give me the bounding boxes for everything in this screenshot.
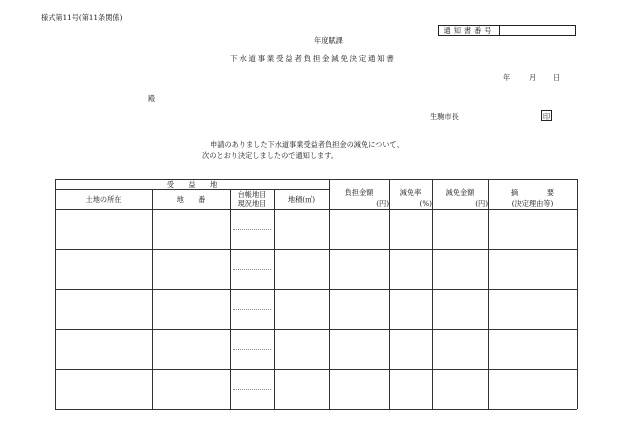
date-day-label: 日	[553, 73, 561, 82]
header-remarks-sub: (決定理由等)	[511, 199, 554, 208]
body-text-line-1: 申請のありました下水道事業受益者負担金の減免について、	[210, 140, 404, 149]
header-charge-unit: (円)	[376, 199, 389, 208]
land-use-dotted-line	[233, 269, 271, 270]
land-use-dotted-line	[233, 389, 271, 390]
addressee-suffix: 殿	[148, 94, 156, 103]
header-location: 土地の所在	[85, 195, 122, 204]
header-exemption-rate: 減免率	[399, 188, 422, 197]
column-divider	[152, 189, 153, 409]
table-right-border	[577, 179, 578, 409]
body-text-line-2: 次のとおり決定しましたので通知します。	[202, 151, 338, 160]
header-bottom-border	[55, 209, 577, 210]
column-divider	[329, 179, 330, 409]
date-month-label: 月	[529, 73, 537, 82]
header-exemption-amount: 減免金額	[445, 188, 475, 197]
row-divider	[55, 329, 577, 330]
land-use-dotted-line	[233, 309, 271, 310]
header-exemption-unit: (円)	[475, 199, 488, 208]
column-divider	[488, 179, 489, 409]
table-left-border	[55, 179, 56, 409]
group-header-divider	[55, 189, 329, 190]
column-divider	[432, 179, 433, 409]
row-divider	[55, 369, 577, 370]
header-area: 地積(㎡)	[287, 195, 316, 204]
notice-number-value	[500, 26, 575, 35]
land-use-dotted-line	[233, 229, 271, 230]
document-title: 下水道事業受益者負担金減免決定通知書	[230, 54, 396, 63]
header-remarks: 摘 要	[510, 188, 555, 197]
notice-number-label: 通知書番号	[439, 26, 500, 35]
column-divider	[389, 179, 390, 409]
land-use-dotted-line	[233, 349, 271, 350]
group-header-benefit-land: 受 益 地	[166, 180, 218, 189]
row-divider	[55, 249, 577, 250]
header-registry-land-use: 台帳地目	[237, 190, 267, 199]
column-divider	[230, 189, 231, 409]
seal-mark: 印	[542, 112, 551, 121]
header-charge-amount: 負担金額	[344, 188, 374, 197]
row-divider	[55, 289, 577, 290]
column-divider	[274, 189, 275, 409]
issuer-name: 生駒市長	[430, 112, 459, 121]
fiscal-year-label: 年度賦課	[314, 36, 343, 45]
date-year-label: 年	[503, 73, 511, 82]
form-number: 様式第11号(第11条関係)	[41, 13, 123, 22]
notice-number-box	[438, 25, 576, 36]
header-rate-unit: (%)	[419, 199, 432, 208]
header-current-land-use: 現況地目	[237, 199, 267, 208]
table-bottom-border	[55, 409, 577, 410]
header-lot-number: 地 番	[176, 195, 206, 204]
